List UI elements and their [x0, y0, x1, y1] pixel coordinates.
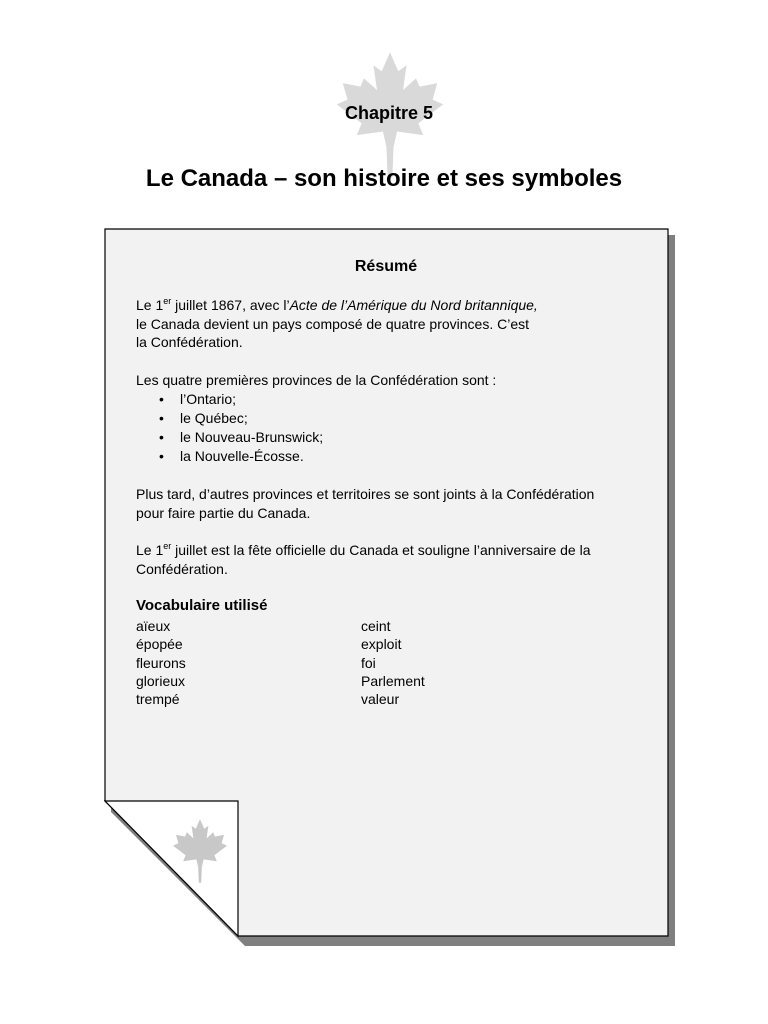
- vocab-word: exploit: [361, 636, 402, 653]
- vocab-word: épopée: [136, 636, 183, 653]
- paragraph-confederation: Le 1er juillet 1867, avec l’Acte de l’Amérique du Nord britannique, le Canada devient un pays composé de quatre provinces. C’est la Confédération.: [136, 296, 538, 350]
- paragraph-later-provinces: Plus tard, d’autres provinces et territoires se sont joints à la Confédération pour faire partie du Canada.: [136, 486, 595, 521]
- list-item: • l’Ontario;: [180, 390, 323, 409]
- list-item: • la Nouvelle-Écosse.: [180, 447, 323, 466]
- vocabulary-column-2: [361, 617, 425, 708]
- vocab-word: foi: [361, 654, 376, 671]
- summary-heading: Résumé: [354, 258, 418, 275]
- vocab-word: trempé: [136, 691, 180, 708]
- vocab-word: valeur: [361, 691, 400, 708]
- vocabulary-title: Vocabulaire utilisé: [136, 597, 268, 614]
- page-title: Le Canada – son histoire et ses symboles: [145, 165, 623, 192]
- vocab-word: ceint: [361, 618, 391, 634]
- vocab-word: fleurons: [136, 654, 186, 671]
- chapter-label: Chapitre 5: [344, 103, 434, 123]
- paragraph-canada-day: Le 1er juillet est la fête officielle du Canada et souligne l’anniversaire de la Confédération.: [136, 541, 591, 577]
- list-item: • le Québec;: [180, 409, 323, 428]
- paragraph-provinces-intro: Les quatre premières provinces de la Confédération sont :: [136, 372, 497, 388]
- vocab-word: aïeux: [136, 618, 171, 634]
- province-list: [136, 390, 323, 466]
- list-item: • le Nouveau-Brunswick;: [180, 428, 323, 447]
- vocabulary-column-1: [136, 617, 186, 708]
- vocab-word: glorieux: [136, 672, 186, 689]
- vocab-word: Parlement: [361, 672, 425, 689]
